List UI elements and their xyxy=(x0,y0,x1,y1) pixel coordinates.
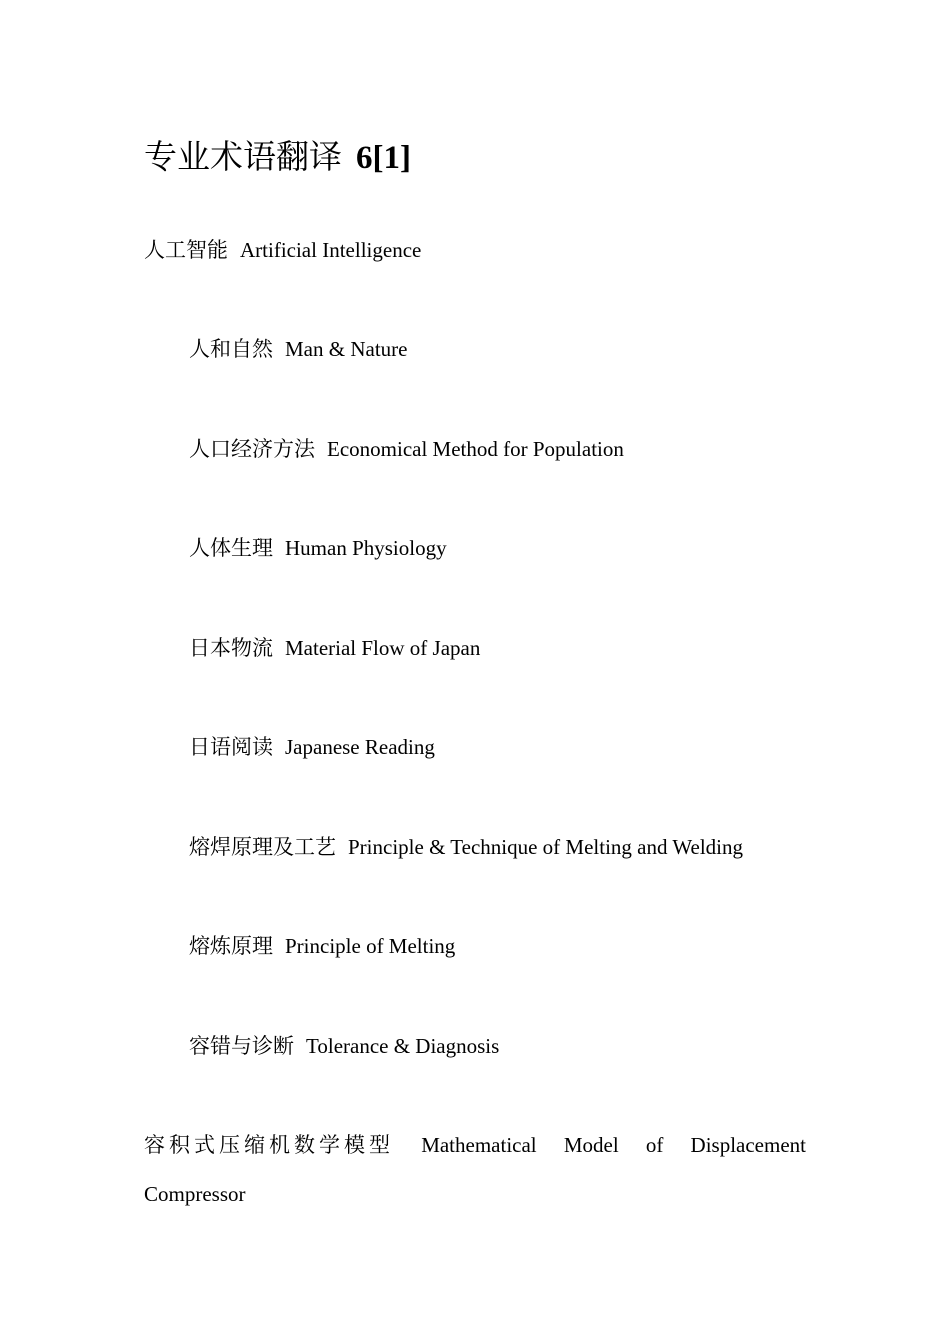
term-english: Principle of Melting xyxy=(285,934,456,958)
wrapped-first-line xyxy=(144,1121,806,1170)
term-entry xyxy=(189,533,447,563)
term-english: Japanese Reading xyxy=(285,735,435,759)
term-entry xyxy=(189,931,455,961)
term-entry xyxy=(189,434,624,464)
term-english-continuation: Compressor xyxy=(144,1182,246,1206)
title-number: 6[1] xyxy=(356,140,411,176)
term-english-word: Mathematical xyxy=(421,1133,537,1157)
term-chinese: 日语阅读 xyxy=(189,735,273,759)
term-english: Economical Method for Population xyxy=(327,437,624,461)
term-chinese: 日本物流 xyxy=(189,636,273,660)
term-english-word: Model xyxy=(563,1133,619,1157)
term-entry xyxy=(189,1031,499,1061)
term-english-word: of xyxy=(645,1133,664,1157)
term-entry xyxy=(189,334,407,364)
term-entry-wrapped xyxy=(144,1121,806,1219)
term-entry xyxy=(189,633,480,663)
term-entry xyxy=(189,832,743,862)
term-chinese: 容积式压缩机数学模型 xyxy=(144,1133,394,1157)
term-chinese: 熔炼原理 xyxy=(189,934,273,958)
term-english: Material Flow of Japan xyxy=(285,636,481,660)
page-title xyxy=(144,136,411,180)
term-chinese: 人和自然 xyxy=(189,337,273,361)
term-english: Human Physiology xyxy=(285,536,447,560)
term-english-word: Displacement xyxy=(690,1133,806,1157)
term-entry xyxy=(189,732,435,762)
term-english: Tolerance & Diagnosis xyxy=(306,1034,500,1058)
term-chinese: 人工智能 xyxy=(144,238,228,262)
term-chinese: 熔焊原理及工艺 xyxy=(189,835,336,859)
title-text: 专业术语翻译 xyxy=(144,140,342,176)
term-english: Artificial Intelligence xyxy=(240,238,422,262)
term-chinese: 人口经济方法 xyxy=(189,437,315,461)
term-entry xyxy=(144,235,421,265)
term-english: Principle & Technique of Melting and Welding xyxy=(348,835,743,859)
term-chinese: 容错与诊断 xyxy=(189,1034,294,1058)
wrapped-second-line xyxy=(144,1170,806,1219)
term-english: Man & Nature xyxy=(285,337,408,361)
term-chinese: 人体生理 xyxy=(189,536,273,560)
